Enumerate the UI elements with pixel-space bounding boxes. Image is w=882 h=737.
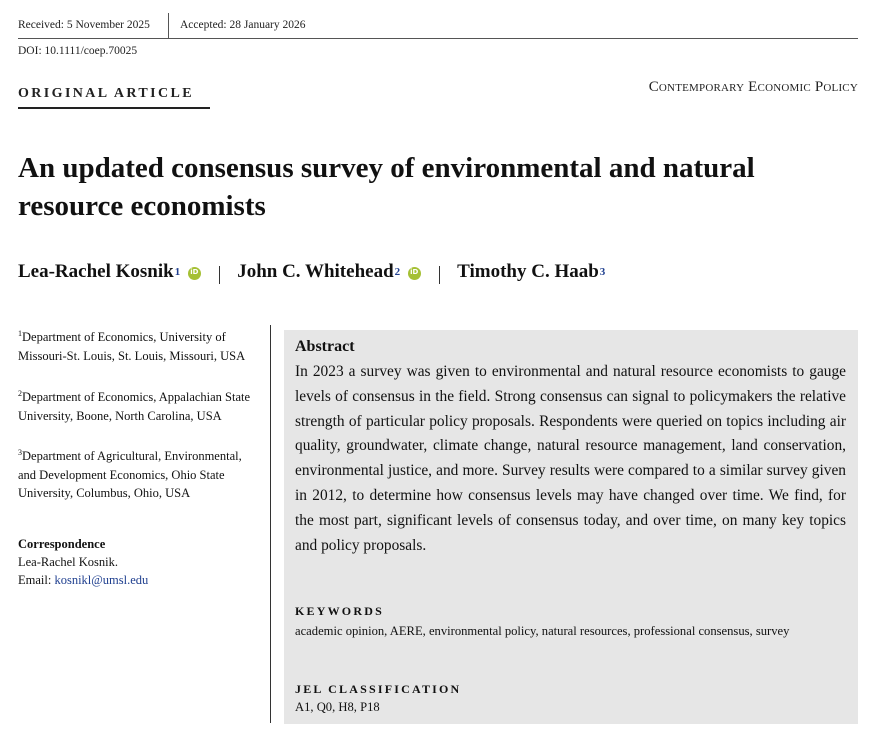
affiliation — [18, 385, 260, 425]
email-label: Email: — [18, 573, 52, 587]
correspondence-name: Lea-Rachel Kosnik. — [18, 555, 118, 569]
correspondence-heading: Correspondence — [18, 537, 106, 551]
author-name: John C. Whitehead — [237, 261, 394, 282]
doi: DOI: 10.1111/coep.70025 — [18, 45, 138, 57]
affiliation-text: Department of Economics, University of Missouri-St. Louis, St. Louis, Missouri, USA — [18, 330, 246, 363]
affiliation-marker: 3 — [18, 448, 22, 457]
author-affiliation-marker: 3 — [599, 266, 606, 278]
affiliation — [18, 325, 260, 365]
author-list — [18, 261, 605, 283]
author-name: Lea-Rachel Kosnik — [18, 261, 174, 282]
header-rule — [18, 38, 858, 39]
accepted-date: Accepted: 28 January 2026 — [180, 19, 306, 31]
author-affiliation-marker: 2 — [394, 266, 401, 278]
author-separator — [439, 266, 440, 284]
author[interactable] — [237, 261, 400, 283]
orcid-icon[interactable] — [408, 267, 421, 280]
column-divider — [270, 325, 271, 723]
affiliation-marker: 2 — [18, 389, 22, 398]
email-link[interactable]: kosnikl@umsl.edu — [54, 573, 149, 587]
abstract-text: In 2023 a survey was given to environmental and natural resource economists to gauge levels of consensus in the field. Strong consensus can signal to policymakers the relative strength of particular policy proposals. Respondents were queried on topics including air quality, groundwater, climate change, natural resource management, land conservation, environmental justice, and more. Survey results were compared to a similar survey given in 2012, to determine how consensus levels may have changed over time. We find, for the most part, significant levels of consensus today, and over time, on many key topics and policy proposals. — [295, 363, 846, 554]
header-separator — [168, 13, 169, 39]
affiliation-text: Department of Economics, Appalachian State University, Boone, North Carolina, USA — [18, 390, 251, 423]
abstract-heading: Abstract — [295, 338, 355, 355]
correspondence-email-line — [18, 573, 148, 588]
affiliation-marker: 1 — [18, 329, 22, 338]
author-separator — [219, 266, 220, 284]
jel-codes: A1, Q0, H8, P18 — [295, 700, 380, 714]
keywords-heading: KEYWORDS — [295, 604, 384, 618]
keywords-text: academic opinion, AERE, environmental policy, natural resources, professional consensus, survey — [295, 624, 790, 638]
author-affiliation-marker: 1 — [174, 266, 181, 278]
received-date: Received: 5 November 2025 — [18, 19, 150, 31]
jel-heading: JEL CLASSIFICATION — [295, 682, 462, 696]
article-type-underline — [18, 107, 210, 109]
affiliation — [18, 444, 260, 503]
journal-name: Contemporary Economic Policy — [648, 79, 858, 95]
article-title: An updated consensus survey of environmental and natural resource economists — [18, 152, 755, 222]
orcid-icon[interactable] — [188, 267, 201, 280]
author-name: Timothy C. Haab — [457, 261, 599, 282]
affiliation-text: Department of Agricultural, Environmental, and Development Economics, Ohio State University, Columbus, Ohio, USA — [18, 449, 242, 501]
article-type: ORIGINAL ARTICLE — [18, 86, 195, 101]
author[interactable] — [457, 261, 605, 283]
author[interactable] — [18, 261, 180, 283]
